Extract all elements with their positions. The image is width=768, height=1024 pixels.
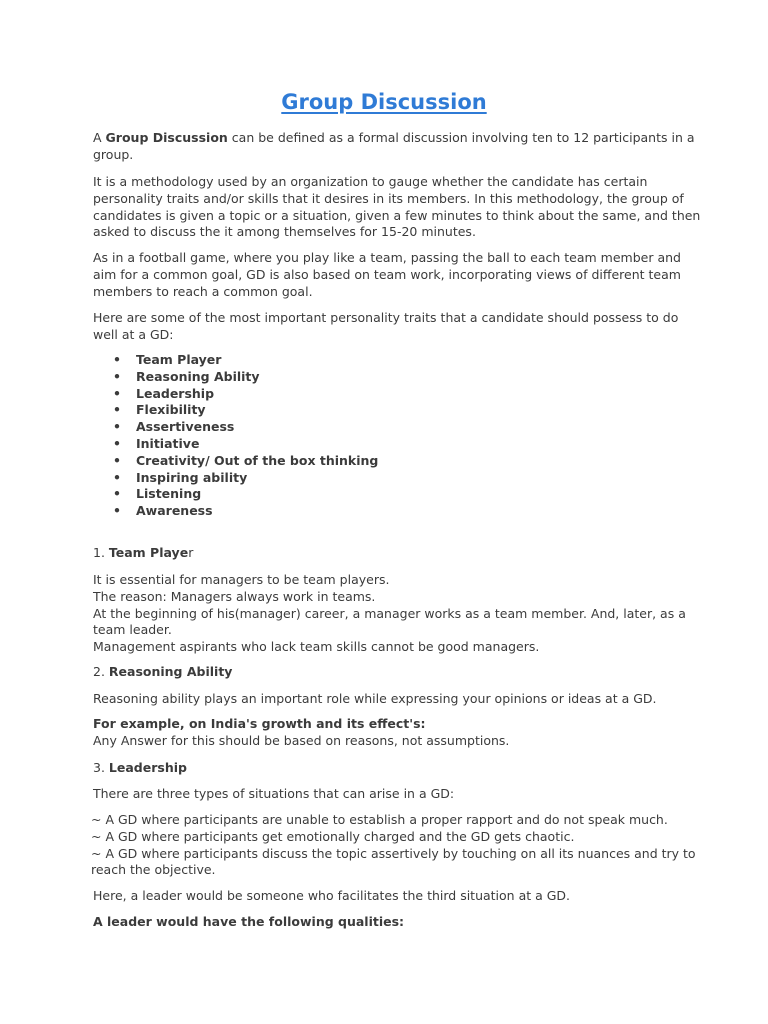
definition-prefix: A: [93, 130, 106, 145]
football-line-3: members to reach a common goal.: [93, 283, 313, 299]
definition-line-2: group.: [93, 146, 134, 162]
trait-label: Leadership: [136, 385, 215, 401]
section-number: 2.: [93, 664, 109, 679]
qualities-heading-block: [93, 914, 683, 931]
list-item: [93, 436, 378, 453]
intro-paragraph-definition: [93, 130, 695, 164]
football-line-2: aim for a common goal, GD is also based on team work, incorporating views of different team: [93, 266, 681, 282]
team-player-line-3: At the beginning of his(manager) career, a manager works as a team member. And, later, as a: [93, 605, 686, 621]
traits-list: [93, 352, 378, 520]
definition-text: can be defined as a formal discussion involving ten to 12 participants in a: [227, 130, 695, 145]
section-title: Leadership: [108, 760, 187, 775]
reasoning-paragraph: [93, 691, 683, 708]
traits-intro-line-1: Here are some of the most important personality traits that a candidate should possess to do: [93, 310, 679, 325]
reasoning-example: [93, 716, 683, 750]
list-item: [93, 453, 378, 470]
intro-paragraph-methodology: [93, 174, 701, 241]
bullet-icon: •: [113, 435, 121, 451]
list-item: [93, 486, 378, 503]
qualities-heading: A leader would have the following qualities:: [93, 914, 405, 929]
intro-paragraph-traits: [93, 310, 683, 344]
section-title-rest: r: [188, 545, 194, 560]
trait-label: Listening: [136, 486, 202, 502]
list-item: [93, 402, 378, 419]
traits-intro-line-2: well at a GD:: [93, 326, 174, 342]
situations-list: [91, 812, 696, 879]
methodology-line-3: candidates is given a topic or a situation, given a few minutes to think about the same, and then: [93, 207, 701, 223]
bullet-icon: •: [113, 402, 121, 418]
example-text: Any Answer for this should be based on reasons, not assumptions.: [93, 732, 510, 748]
list-item: [93, 503, 378, 520]
section-heading-leadership: [93, 760, 683, 777]
bullet-icon: •: [113, 469, 121, 485]
list-item: [93, 386, 378, 403]
situation-line-3: ~ A GD where participants discuss the topic assertively by touching on all its nuances and try to: [91, 845, 696, 861]
example-heading: For example, on India's growth and its effect's:: [93, 716, 426, 731]
team-player-line-4: team leader.: [93, 622, 172, 638]
trait-label: Awareness: [136, 503, 213, 519]
trait-label: Reasoning Ability: [136, 368, 260, 384]
situation-line-2: ~ A GD where participants get emotionally charged and the GD gets chaotic.: [91, 828, 575, 844]
section-heading-reasoning: [93, 664, 683, 681]
football-line-1: As in a football game, where you play like a team, passing the ball to each team member and: [93, 250, 681, 265]
bullet-icon: •: [113, 419, 121, 435]
list-item: [93, 369, 378, 386]
bullet-icon: •: [113, 503, 121, 519]
trait-label: Creativity/ Out of the box thinking: [136, 452, 379, 468]
team-player-line-5: Management aspirants who lack team skills cannot be good managers.: [93, 639, 540, 655]
list-item: [93, 470, 378, 487]
section-heading-team-player: [93, 545, 683, 562]
definition-line-1: [93, 130, 695, 147]
leadership-intro-text: There are three types of situations that can arise in a GD:: [93, 786, 455, 801]
trait-label: Assertiveness: [136, 419, 235, 435]
list-item: [93, 419, 378, 436]
trait-label: Team Player: [136, 352, 222, 367]
situation-line-1: ~ A GD where participants are unable to establish a proper rapport and do not speak much.: [91, 812, 668, 827]
team-player-line-1: It is essential for managers to be team players.: [93, 572, 390, 587]
situation-line-4: reach the objective.: [91, 862, 216, 878]
team-player-line-2: The reason: Managers always work in teams.: [93, 588, 376, 604]
team-player-body: [93, 572, 686, 656]
bullet-icon: •: [113, 352, 121, 367]
intro-paragraph-football: [93, 250, 683, 300]
methodology-line-1: It is a methodology used by an organization to gauge whether the candidate has certain: [93, 174, 648, 189]
bullet-icon: •: [113, 486, 121, 502]
bullet-icon: •: [113, 452, 121, 468]
bullet-icon: •: [113, 368, 121, 384]
trait-label: Inspiring ability: [136, 469, 248, 485]
page-title: Group Discussion: [281, 90, 487, 114]
reasoning-text: Reasoning ability plays an important role while expressing your opinions or ideas at a GD.: [93, 691, 657, 706]
list-item: [93, 352, 378, 369]
bullet-icon: •: [113, 385, 121, 401]
trait-label: Initiative: [136, 435, 200, 451]
section-number: 1.: [93, 545, 109, 560]
methodology-line-4: asked to discuss the it among themselves for 15-20 minutes.: [93, 224, 476, 240]
trait-label: Flexibility: [136, 402, 206, 418]
definition-term: Group Discussion: [105, 130, 228, 145]
section-number: 3.: [93, 760, 109, 775]
section-title: Reasoning Ability: [108, 664, 233, 679]
leadership-intro: [93, 786, 683, 803]
leader-paragraph: [93, 888, 683, 905]
section-title: Team Playe: [108, 545, 189, 560]
methodology-line-2: personality traits and/or skills that it desires in its members. In this methodology, the group of: [93, 190, 684, 206]
leader-text: Here, a leader would be someone who facilitates the third situation at a GD.: [93, 888, 571, 903]
